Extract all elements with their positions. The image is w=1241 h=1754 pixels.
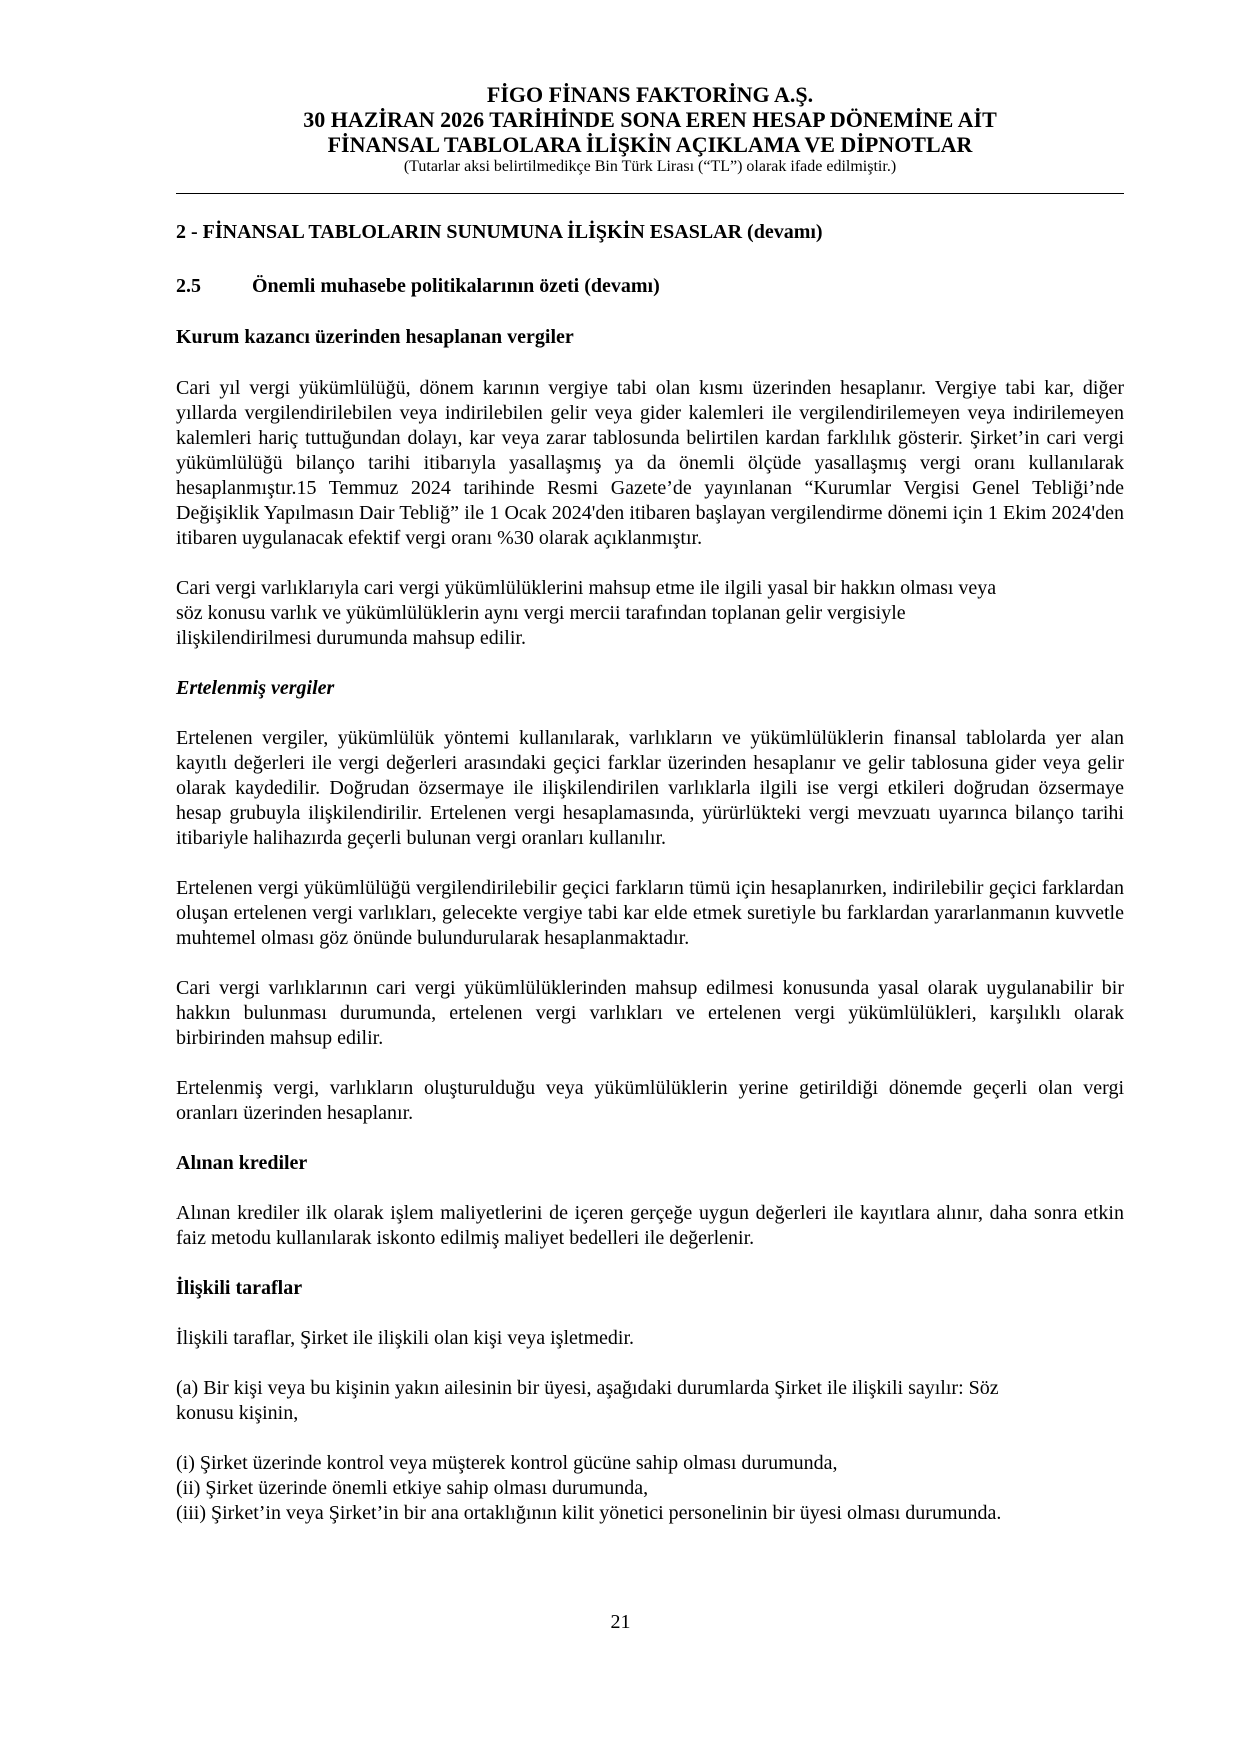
subsection-heading bbox=[176, 274, 1124, 299]
list-item: (iii) Şirket’in veya Şirket’in bir ana ortaklığının kilit yönetici personelinin bir üyesi olması durumunda. bbox=[176, 1502, 1002, 1524]
list-item: (ii) Şirket üzerinde önemli etkiye sahip olması durumunda, bbox=[176, 1477, 649, 1499]
document-body bbox=[176, 220, 1124, 1526]
deferred-tax-paragraph-2: Ertelenen vergi yükümlülüğü vergilendirilebilir geçici farkların tümü için hesaplanırken, indirilebilir geçici farklardan oluşan ertelenen vergi varlıkları, gelecekte vergiye tabi kar elde etmek suretiyle bu farklardan yararlanmanın kuvvetle muhtemel olması göz önünde bulundurularak hesaplanmaktadır. bbox=[176, 877, 1124, 949]
period-title: 30 HAZİRAN 2026 TARİHİNDE SONA EREN HESAP DÖNEMİNE AİT bbox=[303, 107, 997, 132]
corporate-tax-paragraph-2 bbox=[176, 576, 1124, 651]
subsection-title: Önemli muhasebe politikalarının özeti (devamı) bbox=[252, 275, 660, 297]
list-item: (i) Şirket üzerinde kontrol veya müşterek kontrol gücüne sahip olması durumunda, bbox=[176, 1452, 838, 1474]
loans-heading: Alınan krediler bbox=[176, 1152, 308, 1174]
corporate-tax-heading: Kurum kazancı üzerinden hesaplanan vergiler bbox=[176, 326, 574, 348]
related-parties-paragraph-2 bbox=[176, 1376, 1124, 1426]
related-parties-heading: İlişkili taraflar bbox=[176, 1277, 303, 1299]
paragraph-line: ilişkilendirilmesi durumunda mahsup edilir. bbox=[176, 627, 526, 649]
section-title: 2 - FİNANSAL TABLOLARIN SUNUMUNA İLİŞKİN ESASLAR (devamı) bbox=[176, 221, 823, 243]
paragraph-line: konusu kişinin, bbox=[176, 1402, 299, 1424]
corporate-tax-paragraph-1: Cari yıl vergi yükümlülüğü, dönem karının vergiye tabi olan kısmı üzerinden hesaplanır. Vergiye tabi kar, diğer yıllarda vergilendirilebilen veya indirilebilen gelir veya gider kalemleri ile vergilendirilemeyen veya indirilemeyen kalemleri hariç tuttuğundan dolayı, kar veya zarar tablosunda belirtilen kardan farklılık gösterir. Şirket’in cari vergi yükümlülüğü bilanço tarihi itibarıyla yasallaşmış ya da önemli ölçüde yasallaşmış vergi oranı kullanılarak hesaplanmıştır.15 Temmuz 2024 tarihinde Resmi Gazete’de yayınlanan “Kurumlar Vergisi Genel Tebliği’nde Değişiklik Yapılmasın Dair Tebliğ” ile 1 Ocak 2024'den itibaren başlayan vergilendirme dönemi için 1 Ekim 2024'den itibaren uygulanacak efektif vergi oranı %30 olarak açıklanmıştır. bbox=[176, 377, 1124, 549]
loans-paragraph: Alınan krediler ilk olarak işlem maliyetlerini de içeren gerçeğe uygun değerleri ile kayıtlara alınır, daha sonra etkin faiz metodu kullanılarak iskonto edilmiş maliyet bedelleri ile değerlenir. bbox=[176, 1202, 1124, 1249]
header-divider bbox=[176, 193, 1124, 194]
deferred-tax-heading: Ertelenmiş vergiler bbox=[176, 677, 335, 699]
related-parties-list bbox=[176, 1451, 1124, 1526]
page-number: 21 bbox=[610, 1611, 631, 1633]
related-parties-paragraph-1: İlişkili taraflar, Şirket ile ilişkili olan kişi veya işletmedir. bbox=[176, 1327, 634, 1349]
paragraph-line: Cari vergi varlıklarıyla cari vergi yükümlülüklerini mahsup etme ile ilgili yasal bir hakkın olması veya bbox=[176, 577, 997, 599]
deferred-tax-paragraph-3: Cari vergi varlıklarının cari vergi yükümlülüklerinden mahsup edilmesi konusunda yasal olarak uygulanabilir bir hakkın bulunması durumunda, ertelenen vergi varlıkları ve ertelenen vergi yükümlülükleri, karşılıklı olarak birbirinden mahsup edilir. bbox=[176, 977, 1124, 1049]
paragraph-line: söz konusu varlık ve yükümlülüklerin aynı vergi mercii tarafından toplanan gelir vergisiyle bbox=[176, 602, 906, 624]
company-name: FİGO FİNANS FAKTORİNG A.Ş. bbox=[486, 82, 814, 107]
document-header bbox=[176, 82, 1124, 177]
currency-note: (Tutarlar aksi belirtilmedikçe Bin Türk Lirası (“TL”) olarak ifade edilmiştir.) bbox=[403, 158, 897, 175]
document-title: FİNANSAL TABLOLARA İLİŞKİN AÇIKLAMA VE DİPNOTLAR bbox=[327, 132, 973, 157]
paragraph-line: (a) Bir kişi veya bu kişinin yakın ailesinin bir üyesi, aşağıdaki durumlarda Şirket ile ilişkili sayılır: Söz bbox=[176, 1377, 999, 1399]
deferred-tax-paragraph-1: Ertelenen vergiler, yükümlülük yöntemi kullanılarak, varlıkların ve yükümlülüklerin finansal tablolarda yer alan kayıtlı değerleri ile vergi değerleri arasındaki geçici farklar üzerinden hesaplanır ve gelir tablosuna gider veya gelir olarak kaydedilir. Doğrudan özsermaye ile ilişkilendirilen varlıklarla ilgili ise vergi etkileri doğrudan özsermaye hesap grubuyla ilişkilendirilir. Ertelenen vergi hesaplamasında, yürürlükteki vergi mevzuatı uyarınca bilanço tarihi itibariyle halihazırda geçerli bulunan vergi oranları kullanılır. bbox=[176, 727, 1124, 849]
deferred-tax-paragraph-4: Ertelenmiş vergi, varlıkların oluşturulduğu veya yükümlülüklerin yerine getirildiği dönemde geçerli olan vergi oranları üzerinden hesaplanır. bbox=[176, 1077, 1124, 1124]
subsection-number: 2.5 bbox=[176, 275, 201, 297]
